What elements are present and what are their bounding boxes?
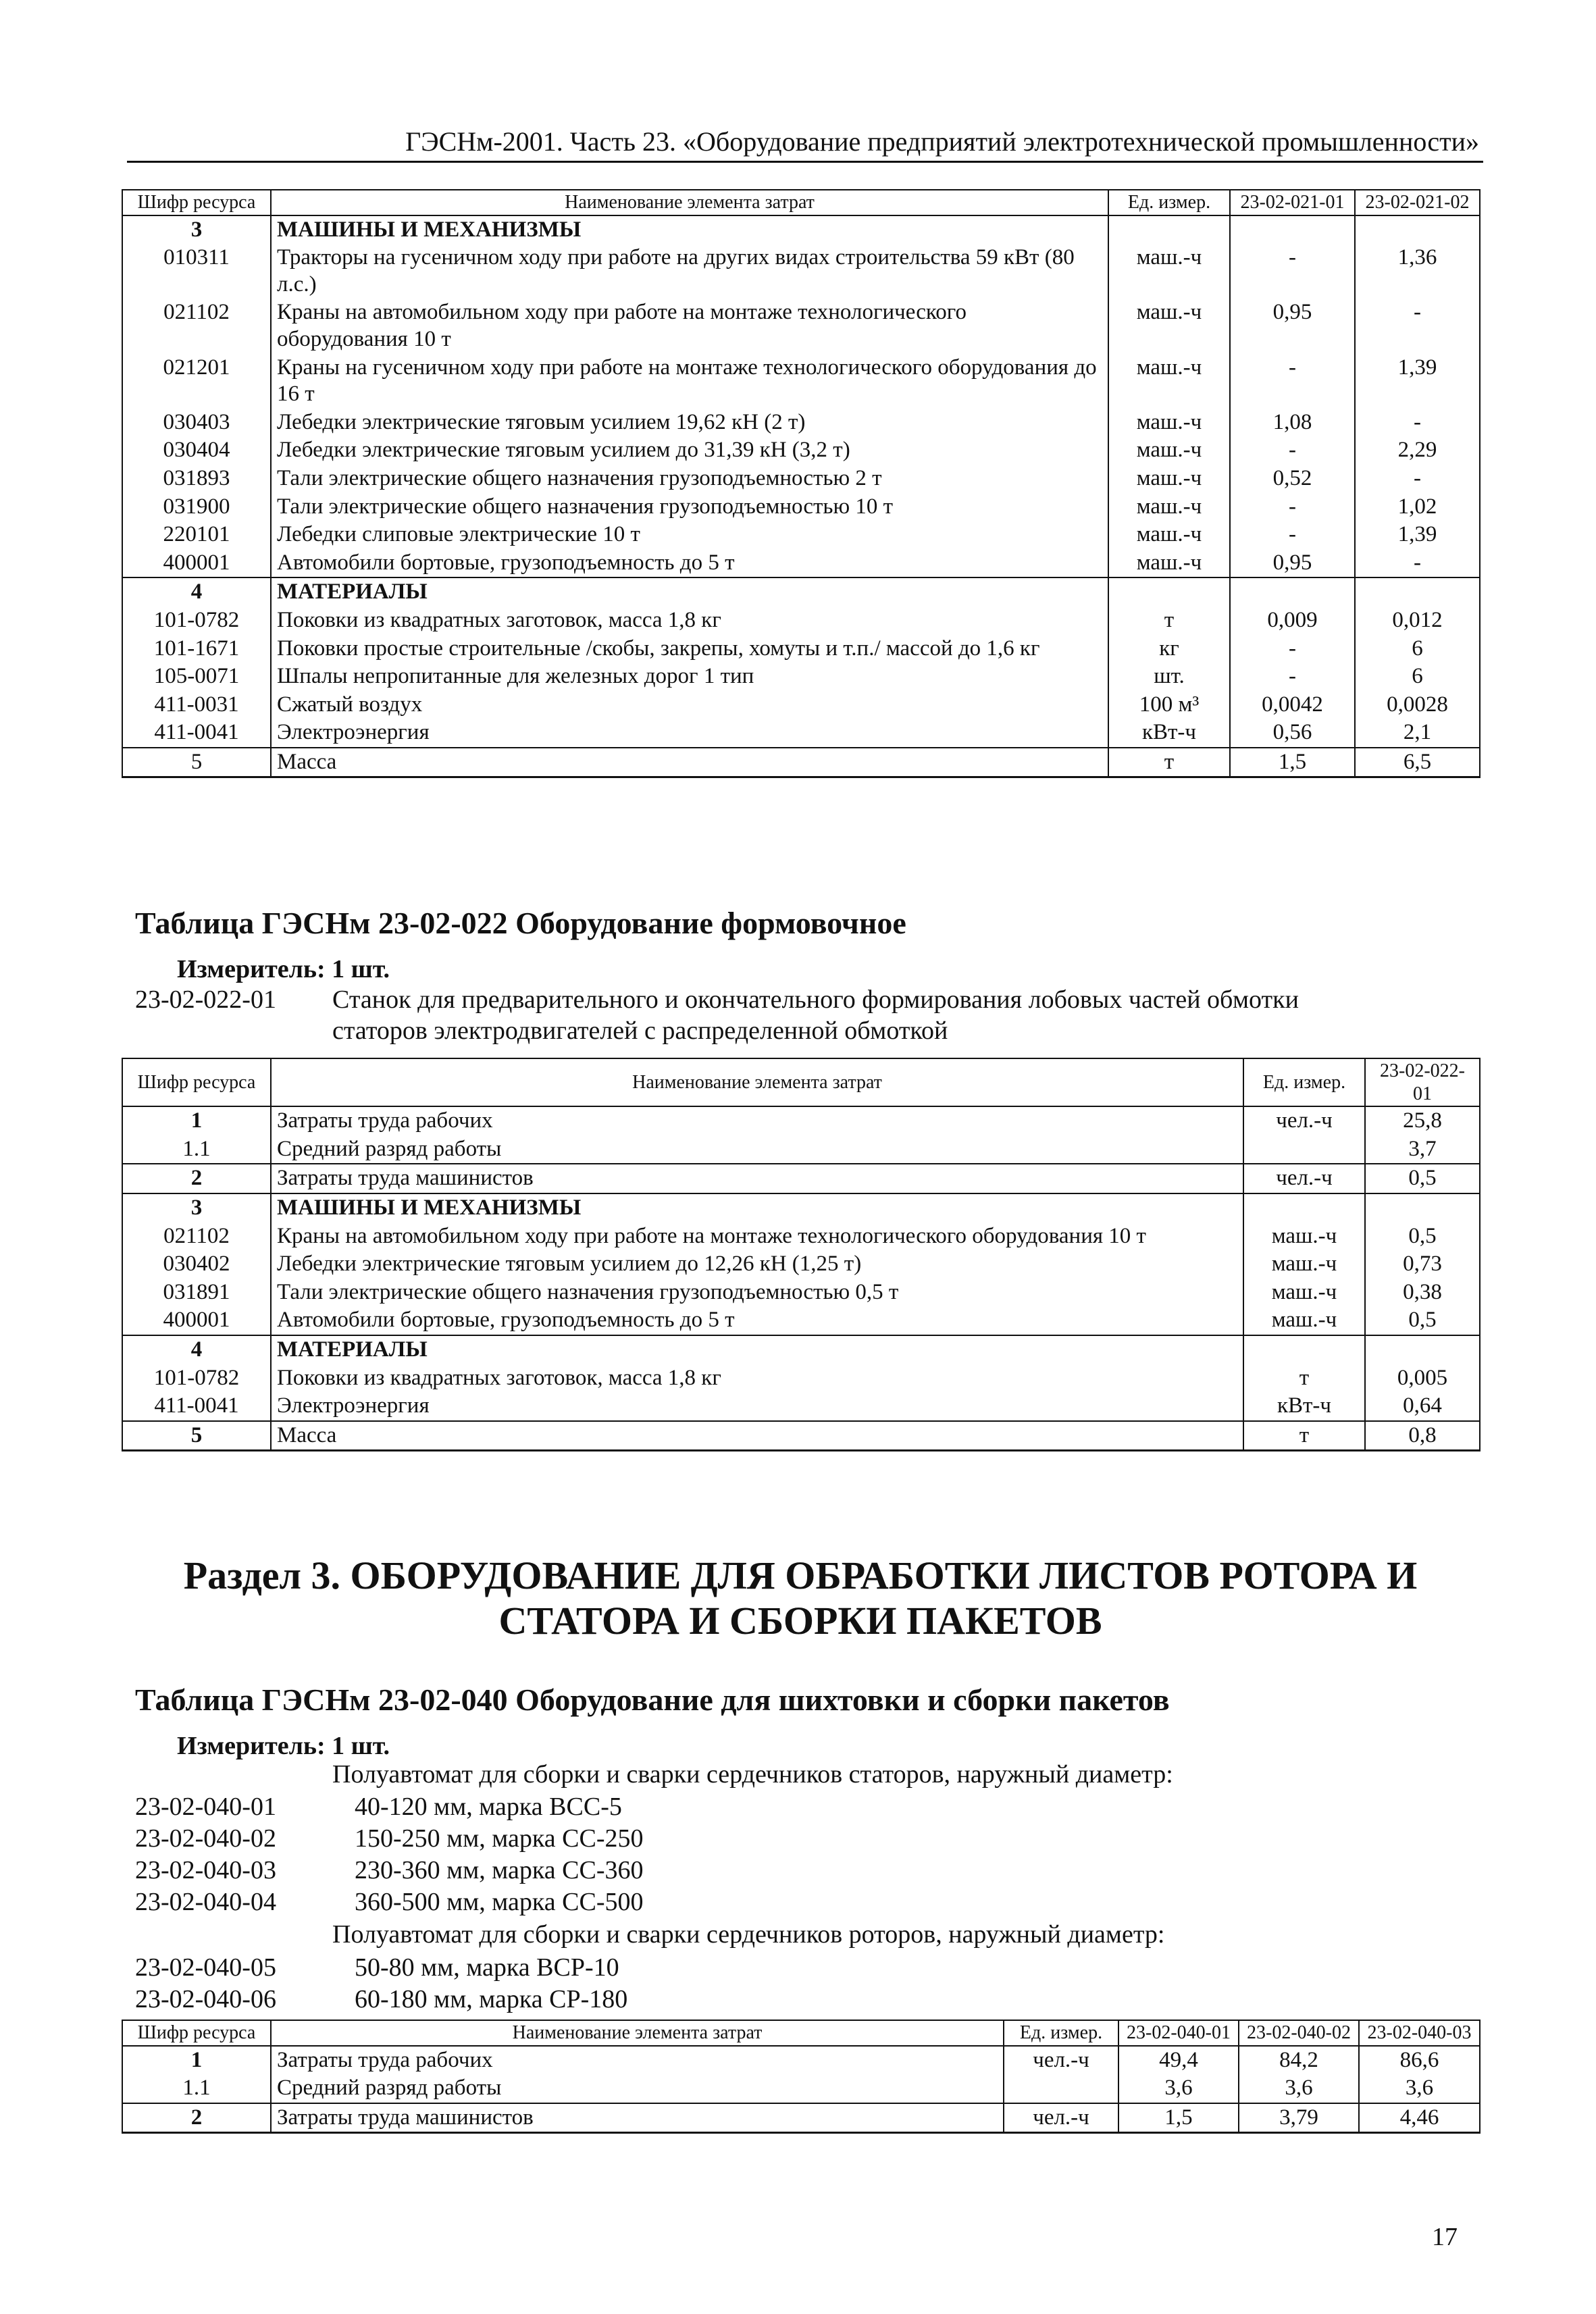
- col-header-code: Шифр ресурса: [122, 190, 271, 215]
- cell-code: 021102: [122, 299, 271, 353]
- table-row: [122, 1135, 1480, 1164]
- cell-code: 1.1: [122, 1135, 271, 1164]
- cell-value-2: 1,39: [1355, 354, 1480, 409]
- cell-value-1: 0,0042: [1230, 691, 1355, 719]
- table-040-title: Таблица ГЭСНм 23-02-040 Оборудование для шихтовки и сборки пакетов: [135, 1682, 1170, 1717]
- cell-value-1: 1,5: [1118, 2103, 1239, 2133]
- col-header-v1: 23-02-021-01: [1230, 190, 1355, 215]
- table-row: [122, 607, 1480, 635]
- table-022-measure: Измеритель: 1 шт.: [177, 955, 390, 983]
- table-row: [122, 493, 1480, 521]
- table-row: [122, 577, 1480, 607]
- col-header-code: Шифр ресурса: [122, 1058, 271, 1106]
- cell-value-3: 4,46: [1359, 2103, 1480, 2133]
- table-row: [122, 1421, 1480, 1451]
- cell-name: Лебедки электрические тяговым усилием до 31,39 кН (3,2 т): [271, 436, 1108, 465]
- cell-unit: маш.-ч: [1108, 549, 1230, 578]
- item-text: 230-360 мм, марка СС-360: [355, 1856, 644, 1884]
- cell-name: Затраты труда рабочих: [271, 1106, 1243, 1135]
- cell-value-1: -: [1230, 354, 1355, 409]
- col-header-v1: 23-02-040-01: [1118, 2020, 1239, 2046]
- running-header: ГЭСНм-2001. Часть 23. «Оборудование предприятий электротехнической промышленности»: [405, 126, 1479, 157]
- cell-code: 400001: [122, 1306, 271, 1335]
- cell-unit: маш.-ч: [1108, 409, 1230, 437]
- cell-value-2: [1355, 215, 1480, 245]
- code-list-item: [135, 1952, 1351, 1984]
- cell-name: МАТЕРИАЛЫ: [271, 1335, 1243, 1364]
- cell-code: 5: [122, 748, 271, 777]
- cell-name: МАТЕРИАЛЫ: [271, 577, 1108, 607]
- cell-value-1: -: [1230, 493, 1355, 521]
- cell-value-2: 1,36: [1355, 244, 1480, 299]
- table-row: [122, 1279, 1480, 1307]
- cell-unit: чел.-ч: [1243, 1164, 1365, 1193]
- cell-code: 3: [122, 1193, 271, 1223]
- table-row: [122, 436, 1480, 465]
- cell-name: Затраты труда машинистов: [271, 2103, 1004, 2133]
- cell-code: 411-0041: [122, 719, 271, 748]
- cell-code: 101-1671: [122, 635, 271, 663]
- table-row: [122, 2103, 1480, 2133]
- cell-name: Электроэнергия: [271, 1392, 1243, 1421]
- cell-unit: маш.-ч: [1108, 244, 1230, 299]
- cell-unit: маш.-ч: [1243, 1223, 1365, 1251]
- cell-value-1: [1365, 1335, 1480, 1364]
- cell-name: МАШИНЫ И МЕХАНИЗМЫ: [271, 215, 1108, 245]
- item-code: 23-02-040-03: [135, 1856, 276, 1884]
- stator-group-caption: Полуавтомат для сборки и сварки сердечников статоров, наружный диаметр:: [332, 1760, 1173, 1789]
- cell-unit: маш.-ч: [1108, 436, 1230, 465]
- cell-value-1: 0,5: [1365, 1306, 1480, 1335]
- cell-value-1: 0,95: [1230, 549, 1355, 578]
- table-row: [122, 409, 1480, 437]
- cell-unit: [1108, 215, 1230, 245]
- cell-name: Затраты труда машинистов: [271, 1164, 1243, 1193]
- cell-unit: 100 м³: [1108, 691, 1230, 719]
- cell-value-1: [1230, 215, 1355, 245]
- table-row: [122, 748, 1480, 777]
- cell-value-1: 0,38: [1365, 1279, 1480, 1307]
- cell-value-2: 84,2: [1239, 2046, 1359, 2075]
- cell-value-1: 0,009: [1230, 607, 1355, 635]
- cell-code: 411-0041: [122, 1392, 271, 1421]
- cell-unit: кг: [1108, 635, 1230, 663]
- cell-name: Средний разряд работы: [271, 1135, 1243, 1164]
- cell-value-1: -: [1230, 663, 1355, 691]
- cell-name: Поковки из квадратных заготовок, масса 1,8 кг: [271, 607, 1108, 635]
- cell-name: Сжатый воздух: [271, 691, 1108, 719]
- item-code: 23-02-040-06: [135, 1985, 276, 2013]
- cell-code: 400001: [122, 549, 271, 578]
- cell-code: 030402: [122, 1250, 271, 1279]
- cell-unit: т: [1108, 607, 1230, 635]
- cell-code: 3: [122, 215, 271, 245]
- table-row: [122, 1164, 1480, 1193]
- cell-unit: т: [1243, 1364, 1365, 1393]
- col-header-v2: 23-02-040-02: [1239, 2020, 1359, 2046]
- cell-name: Тракторы на гусеничном ходу при работе на других видах строительства 59 кВт (80 л.с.): [271, 244, 1108, 299]
- cell-code: 031893: [122, 465, 271, 493]
- cell-name: Лебедки электрические тяговым усилием 19,62 кН (2 т): [271, 409, 1108, 437]
- cell-name: Шпалы непропитанные для железных дорог 1 тип: [271, 663, 1108, 691]
- cell-value-2: 1,39: [1355, 521, 1480, 549]
- cell-code: 021102: [122, 1223, 271, 1251]
- table-row: [122, 1106, 1480, 1135]
- table-row: [122, 354, 1480, 409]
- cell-value-1: [1365, 1193, 1480, 1223]
- table-row: [122, 1250, 1480, 1279]
- cell-code: 1.1: [122, 2074, 271, 2103]
- table-row: [122, 719, 1480, 748]
- cell-code: 030404: [122, 436, 271, 465]
- cell-name: Краны на автомобильном ходу при работе на монтаже технологического оборудования 10 т: [271, 299, 1108, 353]
- col-header-unit: Ед. измер.: [1243, 1058, 1365, 1106]
- cell-name: МАШИНЫ И МЕХАНИЗМЫ: [271, 1193, 1243, 1223]
- cell-value-2: -: [1355, 409, 1480, 437]
- cell-value-1: -: [1230, 521, 1355, 549]
- cell-unit: [1108, 577, 1230, 607]
- stator-item-list: [135, 1791, 1351, 1918]
- cell-name: Тали электрические общего назначения грузоподъемностью 2 т: [271, 465, 1108, 493]
- cell-unit: т: [1243, 1421, 1365, 1451]
- col-header-name: Наименование элемента затрат: [271, 2020, 1004, 2046]
- cell-name: Поковки из квадратных заготовок, масса 1,8 кг: [271, 1364, 1243, 1393]
- cell-unit: кВт-ч: [1243, 1392, 1365, 1421]
- cell-unit: маш.-ч: [1243, 1250, 1365, 1279]
- cell-name: Электроэнергия: [271, 719, 1108, 748]
- cell-unit: шт.: [1108, 663, 1230, 691]
- cell-unit: чел.-ч: [1004, 2046, 1118, 2075]
- cell-code: 411-0031: [122, 691, 271, 719]
- cell-value-2: 6,5: [1355, 748, 1480, 777]
- cell-value-2: 1,02: [1355, 493, 1480, 521]
- cell-value-2: 6: [1355, 635, 1480, 663]
- item-code: 23-02-040-04: [135, 1888, 276, 1916]
- cell-code: 5: [122, 1421, 271, 1451]
- cell-value-1: 0,64: [1365, 1392, 1480, 1421]
- cell-value-2: 6: [1355, 663, 1480, 691]
- col-header-name: Наименование элемента затрат: [271, 1058, 1243, 1106]
- cell-value-2: [1355, 577, 1480, 607]
- table-row: [122, 299, 1480, 353]
- cell-value-2: 0,0028: [1355, 691, 1480, 719]
- cell-value-1: 0,52: [1230, 465, 1355, 493]
- cell-code: 030403: [122, 409, 271, 437]
- table-022-description: Станок для предварительного и окончательного формирования лобовых частей обмотки статоров электродвигателей с распределенной обмоткой: [332, 985, 1299, 1045]
- cell-unit: маш.-ч: [1108, 299, 1230, 353]
- cell-value-1: 3,6: [1118, 2074, 1239, 2103]
- cell-code: 220101: [122, 521, 271, 549]
- cell-unit: т: [1108, 748, 1230, 777]
- table-row: [122, 215, 1480, 245]
- cell-name: Затраты труда рабочих: [271, 2046, 1004, 2075]
- cell-value-1: 0,005: [1365, 1364, 1480, 1393]
- cell-unit: [1004, 2074, 1118, 2103]
- cell-code: 1: [122, 1106, 271, 1135]
- table-row: [122, 1335, 1480, 1364]
- cell-name: Краны на автомобильном ходу при работе на монтаже технологического оборудования 10 т: [271, 1223, 1243, 1251]
- cell-value-1: [1230, 577, 1355, 607]
- table-row: [122, 1364, 1480, 1393]
- table-row: [122, 244, 1480, 299]
- col-header-code: Шифр ресурса: [122, 2020, 271, 2046]
- table-row: [122, 1223, 1480, 1251]
- cell-unit: [1243, 1135, 1365, 1164]
- cell-unit: маш.-ч: [1108, 465, 1230, 493]
- cell-value-1: 0,5: [1365, 1164, 1480, 1193]
- cell-value-2: -: [1355, 549, 1480, 578]
- col-header-name: Наименование элемента затрат: [271, 190, 1108, 215]
- cell-name: Краны на гусеничном ходу при работе на монтаже технологического оборудования до 16 т: [271, 354, 1108, 409]
- cell-value-1: -: [1230, 244, 1355, 299]
- resource-table-022: [122, 1058, 1481, 1451]
- col-header-v1: 23-02-022-01: [1365, 1058, 1480, 1106]
- cell-unit: кВт-ч: [1108, 719, 1230, 748]
- item-text: 60-180 мм, марка СР-180: [355, 1985, 628, 2013]
- cell-unit: чел.-ч: [1243, 1106, 1365, 1135]
- item-text: 360-500 мм, марка СС-500: [355, 1888, 644, 1916]
- cell-code: 031891: [122, 1279, 271, 1307]
- cell-value-1: 25,8: [1365, 1106, 1480, 1135]
- cell-code: 4: [122, 1335, 271, 1364]
- table-row: [122, 2074, 1480, 2103]
- cell-code: 105-0071: [122, 663, 271, 691]
- cell-name: Масса: [271, 1421, 1243, 1451]
- section-heading: [122, 1553, 1479, 1643]
- rotor-item-list: [135, 1952, 1351, 2015]
- item-code: 23-02-040-01: [135, 1793, 276, 1821]
- cell-unit: маш.-ч: [1243, 1279, 1365, 1307]
- cell-code: 2: [122, 1164, 271, 1193]
- cell-value-1: 0,95: [1230, 299, 1355, 353]
- cell-name: Тали электрические общего назначения грузоподъемностью 0,5 т: [271, 1279, 1243, 1307]
- cell-unit: маш.-ч: [1108, 354, 1230, 409]
- header-rule: [127, 161, 1483, 163]
- cell-name: Масса: [271, 748, 1108, 777]
- section-heading-line2: СТАТОРА И СБОРКИ ПАКЕТОВ: [498, 1598, 1102, 1643]
- table-row: [122, 663, 1480, 691]
- cell-unit: [1243, 1335, 1365, 1364]
- table-row: [122, 2046, 1480, 2075]
- cell-code: 101-0782: [122, 1364, 271, 1393]
- table-022-title: Таблица ГЭСНм 23-02-022 Оборудование формовочное: [135, 906, 906, 940]
- cell-value-2: -: [1355, 299, 1480, 353]
- section-heading-line1: Раздел 3. ОБОРУДОВАНИЕ ДЛЯ ОБРАБОТКИ ЛИСТОВ РОТОРА И: [183, 1553, 1418, 1597]
- code-list-item: [135, 1823, 1351, 1855]
- cell-value-1: -: [1230, 635, 1355, 663]
- cell-value-1: 1,5: [1230, 748, 1355, 777]
- cell-value-2: 2,1: [1355, 719, 1480, 748]
- cell-name: Лебедки слиповые электрические 10 т: [271, 521, 1108, 549]
- cell-value-1: 0,8: [1365, 1421, 1480, 1451]
- cell-value-2: 3,6: [1239, 2074, 1359, 2103]
- item-code: 23-02-040-05: [135, 1953, 276, 1982]
- cell-value-2: 3,79: [1239, 2103, 1359, 2133]
- cell-code: 031900: [122, 493, 271, 521]
- table-row: [122, 521, 1480, 549]
- table-row: [122, 1193, 1480, 1223]
- cell-name: Средний разряд работы: [271, 2074, 1004, 2103]
- cell-unit: чел.-ч: [1004, 2103, 1118, 2133]
- cell-code: 010311: [122, 244, 271, 299]
- item-code: 23-02-040-02: [135, 1824, 276, 1853]
- cell-value-1: 0,73: [1365, 1250, 1480, 1279]
- item-text: 40-120 мм, марка ВСС-5: [355, 1793, 622, 1821]
- cell-value-3: 3,6: [1359, 2074, 1480, 2103]
- cell-code: 2: [122, 2103, 271, 2133]
- cell-value-1: 1,08: [1230, 409, 1355, 437]
- table-row: [122, 549, 1480, 578]
- item-text: 50-80 мм, марка ВСР-10: [355, 1953, 619, 1982]
- resource-table-040: [122, 2020, 1481, 2134]
- code-list-item: [135, 1791, 1351, 1823]
- cell-value-3: 86,6: [1359, 2046, 1480, 2075]
- cell-name: Тали электрические общего назначения грузоподъемностью 10 т: [271, 493, 1108, 521]
- table-row: [122, 635, 1480, 663]
- cell-value-2: 0,012: [1355, 607, 1480, 635]
- code-list-item: [135, 1886, 1351, 1918]
- table-row: [122, 1306, 1480, 1335]
- cell-code: 101-0782: [122, 607, 271, 635]
- col-header-unit: Ед. измер.: [1108, 190, 1230, 215]
- col-header-unit: Ед. измер.: [1004, 2020, 1118, 2046]
- item-text: 150-250 мм, марка СС-250: [355, 1824, 644, 1853]
- cell-code: 1: [122, 2046, 271, 2075]
- cell-value-1: 3,7: [1365, 1135, 1480, 1164]
- cell-value-1: 49,4: [1118, 2046, 1239, 2075]
- page-number: 17: [1432, 2223, 1458, 2251]
- cell-unit: [1243, 1193, 1365, 1223]
- cell-unit: маш.-ч: [1108, 493, 1230, 521]
- table-040-measure: Измеритель: 1 шт.: [177, 1732, 390, 1760]
- table-022-code: 23-02-022-01: [135, 985, 276, 1014]
- cell-value-2: -: [1355, 465, 1480, 493]
- col-header-v3: 23-02-040-03: [1359, 2020, 1480, 2046]
- cell-name: Автомобили бортовые, грузоподъемность до 5 т: [271, 1306, 1243, 1335]
- resource-table-021: [122, 189, 1481, 778]
- rotor-group-caption: Полуавтомат для сборки и сварки сердечников роторов, наружный диаметр:: [332, 1920, 1165, 1949]
- cell-value-1: 0,56: [1230, 719, 1355, 748]
- cell-value-2: 2,29: [1355, 436, 1480, 465]
- table-row: [122, 1392, 1480, 1421]
- cell-unit: маш.-ч: [1243, 1306, 1365, 1335]
- code-list-item: [135, 1855, 1351, 1886]
- cell-code: 021201: [122, 354, 271, 409]
- cell-unit: маш.-ч: [1108, 521, 1230, 549]
- cell-name: Автомобили бортовые, грузоподъемность до 5 т: [271, 549, 1108, 578]
- code-list-item: [135, 1984, 1351, 2015]
- col-header-v2: 23-02-021-02: [1355, 190, 1480, 215]
- cell-value-1: 0,5: [1365, 1223, 1480, 1251]
- table-row: [122, 691, 1480, 719]
- table-row: [122, 465, 1480, 493]
- cell-code: 4: [122, 577, 271, 607]
- cell-name: Лебедки электрические тяговым усилием до 12,26 кН (1,25 т): [271, 1250, 1243, 1279]
- cell-value-1: -: [1230, 436, 1355, 465]
- cell-name: Поковки простые строительные /скобы, закрепы, хомуты и т.п./ массой до 1,6 кг: [271, 635, 1108, 663]
